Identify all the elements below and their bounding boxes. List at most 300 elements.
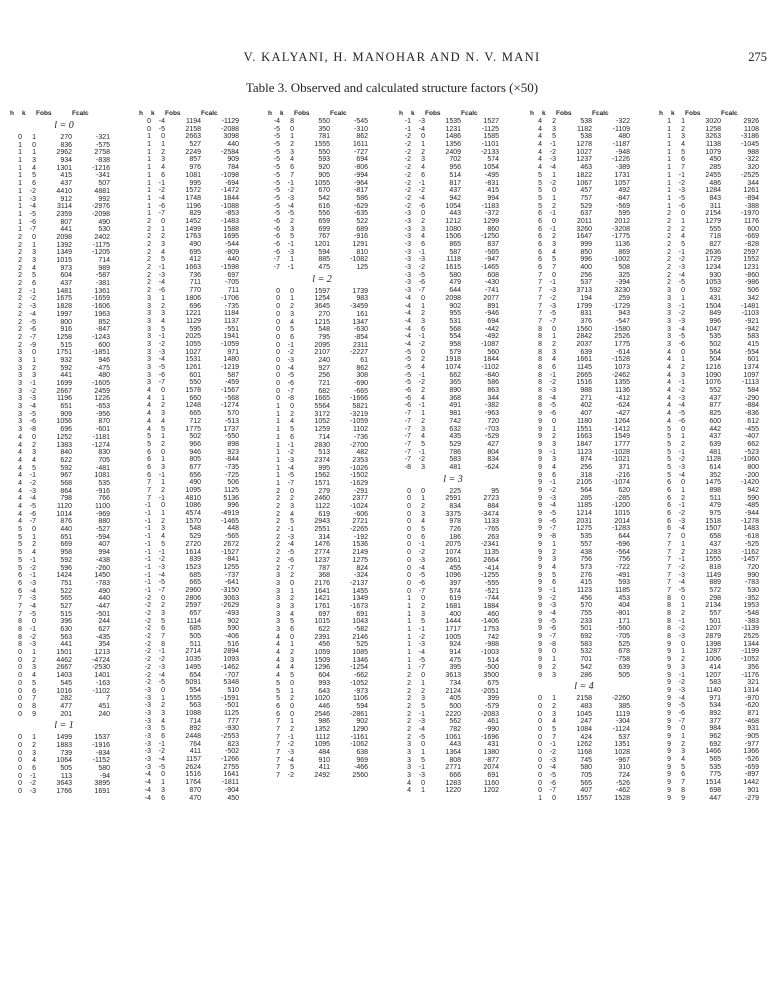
table-row <box>268 264 376 272</box>
cell-fcalc: -1205 <box>92 249 110 257</box>
cell-h: 9 <box>538 602 542 610</box>
cell-fcalc: 942 <box>747 487 759 494</box>
cell-k: -4 <box>678 694 685 702</box>
cell-fcalc: -1176 <box>741 671 759 679</box>
cell-k: 3 <box>32 664 36 672</box>
cell-fobs: 924 <box>449 641 461 649</box>
table-row <box>10 411 118 419</box>
cell-k: 1 <box>421 141 425 149</box>
cell-fcalc: 342 <box>747 294 759 302</box>
header-fcalc: Fcalc <box>592 110 609 118</box>
cell-h: 7 <box>667 533 671 541</box>
cell-fcalc: -495 <box>484 171 499 179</box>
cell-fcalc: -3208 <box>612 225 630 233</box>
cell-h: -6 <box>404 387 411 395</box>
cell-k: 2 <box>161 148 165 156</box>
cell-fobs: 662 <box>449 371 461 379</box>
table-row <box>530 664 638 672</box>
table-row <box>399 657 507 665</box>
cell-k: -2 <box>678 679 685 687</box>
cell-fobs: 501 <box>709 617 721 625</box>
cell-k: 1 <box>32 649 36 657</box>
cell-h: 9 <box>538 617 542 625</box>
table-row <box>268 241 376 249</box>
cell-h: -2 <box>404 179 411 187</box>
cell-k: -2 <box>549 487 556 494</box>
table-row <box>268 319 376 327</box>
table-row <box>10 580 118 588</box>
cell-fcalc: -838 <box>95 157 110 165</box>
cell-k: -3 <box>549 494 556 502</box>
cell-fobs: 279 <box>318 487 330 495</box>
cell-fobs: 564 <box>580 487 592 494</box>
cell-fcalc: 2311 <box>352 341 368 349</box>
cell-fobs: 1424 <box>56 572 72 580</box>
cell-h: 1 <box>18 210 22 218</box>
cell-k: -5 <box>678 194 685 202</box>
cell-k: 3 <box>421 610 425 618</box>
cell-k: 5 <box>161 325 165 333</box>
cell-fcalc: 1366 <box>743 748 759 756</box>
cell-k: 2 <box>552 702 556 710</box>
table-row <box>268 695 376 703</box>
cell-h: -3 <box>404 279 411 287</box>
table-row <box>139 272 247 280</box>
cell-k: 5 <box>552 725 556 733</box>
table-row <box>530 203 638 211</box>
cell-k: -1 <box>678 171 685 179</box>
cell-k: -2 <box>678 387 685 395</box>
cell-k: 0 <box>552 217 556 225</box>
cell-h: -3 <box>144 763 151 771</box>
cell-k: 3 <box>552 241 556 248</box>
cell-h: 2 <box>407 733 411 741</box>
cell-k: -5 <box>29 318 36 326</box>
cell-fobs: 1555 <box>314 141 330 149</box>
cell-k: 0 <box>681 348 685 356</box>
cell-fcalc: -200 <box>744 471 759 479</box>
cell-h: 1 <box>407 618 411 626</box>
cell-k: 0 <box>552 187 556 195</box>
cell-h: 0 <box>18 134 22 141</box>
cell-fobs: 1216 <box>705 364 721 371</box>
table-row <box>268 634 376 642</box>
cell-h: 6 <box>667 517 671 525</box>
cell-fobs: 1064 <box>56 757 72 765</box>
cell-h: 1 <box>667 148 671 156</box>
cell-fobs: 1615 <box>445 264 461 272</box>
cell-h: 1 <box>276 418 280 426</box>
cell-k: -2 <box>287 772 294 780</box>
cell-fcalc: -1673 <box>350 602 368 610</box>
cell-fcalc: 320 <box>747 164 759 172</box>
cell-k: -2 <box>678 310 685 318</box>
cell-fcalc: -2137 <box>350 579 368 587</box>
cell-k: -5 <box>29 210 36 218</box>
cell-fcalc: 1527 <box>483 118 499 125</box>
cell-fobs: 885 <box>318 256 330 264</box>
cell-fobs: 194 <box>580 294 592 302</box>
cell-fobs: 651 <box>60 533 72 541</box>
cell-fcalc: 448 <box>227 525 239 533</box>
cell-fcalc: -594 <box>95 533 110 541</box>
table-row <box>530 564 638 572</box>
cell-fcalc: -744 <box>484 595 499 603</box>
cell-h: 1 <box>276 472 280 480</box>
cell-k: -6 <box>158 371 165 379</box>
cell-h: 9 <box>667 748 671 756</box>
table-row <box>139 156 247 164</box>
cell-k: -3 <box>158 563 165 571</box>
cell-fobs: 5091 <box>185 679 201 687</box>
cell-fcalc: 1401 <box>94 672 110 680</box>
cell-k: 4 <box>552 356 556 364</box>
cell-fcalc: 1442 <box>743 779 759 787</box>
cell-h: 3 <box>147 364 151 371</box>
table-row <box>399 241 507 249</box>
cell-h: -1 <box>144 510 151 518</box>
table-row <box>139 349 247 357</box>
table-row <box>10 380 118 388</box>
table-row <box>268 187 376 195</box>
cell-fcalc: -381 <box>95 280 110 288</box>
cell-h: 1 <box>147 133 151 141</box>
cell-fcalc: 2012 <box>614 217 630 225</box>
cell-fobs: 592 <box>709 287 721 295</box>
cell-k: 2 <box>552 433 556 441</box>
cell-k: -2 <box>29 479 36 487</box>
table-row <box>530 518 638 526</box>
cell-fobs: 1763 <box>185 233 201 241</box>
cell-fcalc: -1465 <box>221 517 239 525</box>
cell-k: 2 <box>421 310 425 318</box>
table-row <box>659 395 767 403</box>
cell-fcalc: -192 <box>353 533 368 541</box>
cell-fcalc: -2260 <box>612 695 630 703</box>
cell-k: 0 <box>290 633 294 641</box>
cell-h: -2 <box>404 133 411 141</box>
cell-k: -2 <box>678 179 685 187</box>
cell-h: 3 <box>276 595 280 603</box>
table-row <box>10 319 118 327</box>
table-row <box>10 365 118 373</box>
header-k: k <box>542 110 546 118</box>
cell-fobs: 1748 <box>185 194 201 202</box>
cell-k: -7 <box>549 317 556 325</box>
cell-h: 8 <box>538 348 542 356</box>
cell-fcalc: 1380 <box>483 749 499 756</box>
layer-label: l = 4 <box>574 681 594 693</box>
cell-k: -5 <box>678 279 685 287</box>
cell-h: 6 <box>538 233 542 241</box>
cell-fcalc: 310 <box>618 764 630 772</box>
cell-fobs: 739 <box>60 749 72 757</box>
cell-fcalc: -554 <box>744 348 759 356</box>
cell-h: 0 <box>18 734 22 742</box>
cell-fobs: 491 <box>449 402 461 410</box>
table-row <box>268 741 376 749</box>
cell-fobs: 1275 <box>576 525 592 533</box>
running-head: V. KALYANI, H. MANOHAR AND N. V. MANI <box>243 50 541 64</box>
cell-fcalc: 506 <box>227 479 239 487</box>
cell-fcalc: 1347 <box>352 318 368 326</box>
cell-fobs: 1751 <box>56 349 72 357</box>
cell-h: 0 <box>18 772 22 780</box>
table-row <box>530 533 638 541</box>
header-fobs: Fobs <box>425 110 441 118</box>
table-row <box>659 479 767 487</box>
cell-fobs: 438 <box>580 548 592 556</box>
cell-fobs: 592 <box>60 556 72 564</box>
cell-fobs: 1516 <box>185 771 201 779</box>
cell-fcalc: 946 <box>98 356 110 364</box>
table-row <box>659 279 767 287</box>
cell-fobs: 365 <box>449 379 461 387</box>
cell-h: 9 <box>667 779 671 787</box>
cell-k: -5 <box>158 763 165 771</box>
cell-fobs: 1301 <box>56 164 72 172</box>
cell-k: -3 <box>418 718 425 726</box>
cell-h: 0 <box>18 741 22 749</box>
cell-fobs: 600 <box>709 417 721 425</box>
table-row <box>399 203 507 211</box>
cell-k: 2 <box>421 503 425 510</box>
cell-k: -1 <box>29 472 36 480</box>
cell-fcalc: 1097 <box>743 371 759 379</box>
table-row <box>10 434 118 442</box>
table-row <box>10 226 118 234</box>
table-row <box>530 387 638 395</box>
cell-k: 5 <box>161 425 165 433</box>
cell-fobs: 542 <box>318 194 330 202</box>
cell-fobs: 531 <box>449 317 461 325</box>
cell-fobs: 486 <box>709 179 721 187</box>
table-row <box>10 426 118 434</box>
cell-fobs: 619 <box>449 595 461 603</box>
cell-fobs: 435 <box>449 433 461 441</box>
cell-fobs: 1084 <box>576 725 592 733</box>
cell-k: -3 <box>287 456 294 464</box>
cell-fobs: 967 <box>60 472 72 480</box>
cell-fobs: 1194 <box>185 118 201 125</box>
cell-k: 0 <box>681 287 685 295</box>
cell-k: -4 <box>549 764 556 772</box>
cell-h: 2 <box>407 725 411 733</box>
header-k: k <box>671 110 675 118</box>
cell-h: 8 <box>18 641 22 649</box>
cell-k: -1 <box>678 302 685 310</box>
cell-k: -3 <box>418 256 425 264</box>
table-row <box>659 672 767 680</box>
cell-k: -4 <box>418 564 425 572</box>
cell-fcalc: 537 <box>618 733 630 741</box>
cell-fcalc: 3230 <box>614 287 630 295</box>
cell-k: 1 <box>290 718 294 726</box>
cell-fobs: 513 <box>318 449 330 457</box>
cell-fcalc: 1264 <box>614 417 630 425</box>
cell-fcalc: 1081 <box>94 472 110 480</box>
table-row <box>139 672 247 680</box>
cell-fcalc: 440 <box>227 256 239 264</box>
table-row <box>530 587 638 595</box>
cell-fcalc: 344 <box>487 394 499 402</box>
cell-fcalc: -1970 <box>741 210 759 218</box>
cell-k: 2 <box>290 303 294 311</box>
cell-k: -1 <box>418 402 425 410</box>
cell-fobs: 479 <box>709 502 721 510</box>
cell-h: 1 <box>407 595 411 603</box>
cell-h: 7 <box>667 579 671 587</box>
cell-fcalc: 506 <box>747 287 759 295</box>
cell-fobs: 532 <box>580 648 592 656</box>
cell-fobs: 1252 <box>56 433 72 441</box>
cell-k: -1 <box>549 586 556 594</box>
cell-fcalc: -994 <box>353 171 368 179</box>
cell-k: -5 <box>549 617 556 625</box>
cell-fcalc: 505 <box>618 671 630 679</box>
table-row <box>10 711 118 719</box>
table-row <box>399 534 507 542</box>
cell-k: -1 <box>158 548 165 556</box>
cell-fobs: 932 <box>60 356 72 364</box>
cell-h: 1 <box>18 149 22 157</box>
cell-k: 3 <box>681 663 685 671</box>
table-row <box>10 196 118 204</box>
cell-fobs: 225 <box>449 487 461 495</box>
cell-k: -6 <box>287 556 294 564</box>
cell-h: 1 <box>407 610 411 618</box>
cell-h: 9 <box>538 548 542 556</box>
table-row <box>268 503 376 511</box>
cell-k: 1 <box>552 194 556 202</box>
cell-k: 0 <box>421 487 425 495</box>
cell-fobs: 1096 <box>445 572 461 580</box>
table-row <box>399 149 507 157</box>
cell-k: 3 <box>290 602 294 610</box>
cell-fcalc: -501 <box>95 610 110 618</box>
cell-h: 7 <box>667 548 671 556</box>
cell-fobs: 1185 <box>576 502 592 510</box>
cell-k: 1 <box>552 695 556 703</box>
cell-fobs: 657 <box>189 610 201 617</box>
cell-fobs: 2460 <box>314 495 330 503</box>
table-row <box>659 572 767 580</box>
cell-fobs: 622 <box>60 456 72 464</box>
cell-k: -4 <box>29 495 36 503</box>
cell-h: 4 <box>147 417 151 425</box>
cell-fcalc: -216 <box>615 471 630 479</box>
cell-h: 4 <box>407 787 411 795</box>
cell-h: -7 <box>404 440 411 448</box>
cell-k: -1 <box>418 626 425 633</box>
cell-h: 1 <box>667 118 671 125</box>
cell-fobs: 1261 <box>185 364 201 371</box>
cell-k: -3 <box>678 264 685 272</box>
table-row <box>268 172 376 180</box>
cell-fcalc: -736 <box>353 433 368 441</box>
table-row <box>268 149 376 157</box>
cell-fcalc: 4881 <box>94 187 110 195</box>
table-row <box>139 464 247 472</box>
cell-fobs: 580 <box>449 271 461 279</box>
cell-k: 6 <box>161 794 165 802</box>
cell-h: -4 <box>144 794 151 802</box>
cell-h: 0 <box>276 364 280 372</box>
cell-fcalc: -551 <box>224 325 239 333</box>
cell-k: 4 <box>552 463 556 471</box>
cell-k: 5 <box>290 672 294 680</box>
cell-h: 3 <box>276 602 280 610</box>
table-row <box>139 264 247 272</box>
cell-h: 2 <box>276 541 280 549</box>
table-row <box>268 180 376 188</box>
cell-fcalc: 263 <box>487 533 499 541</box>
cell-fobs: 1145 <box>576 364 592 371</box>
table-row <box>659 418 767 426</box>
table-row <box>268 541 376 549</box>
cell-k: 3 <box>421 463 425 471</box>
cell-fobs: 1514 <box>705 779 721 787</box>
cell-fobs: 764 <box>189 740 201 748</box>
cell-h: -3 <box>404 287 411 295</box>
cell-fcalc: 321 <box>747 679 759 687</box>
cell-fcalc: 525 <box>618 640 630 648</box>
cell-k: 6 <box>290 333 294 341</box>
table-row <box>268 480 376 488</box>
cell-h: -2 <box>144 633 151 641</box>
cell-fobs: 527 <box>60 602 72 610</box>
cell-k: 0 <box>681 210 685 218</box>
cell-h: 3 <box>147 379 151 387</box>
cell-fobs: 2011 <box>576 217 592 225</box>
cell-h: 2 <box>18 280 22 288</box>
cell-fcalc: 638 <box>356 749 368 756</box>
cell-fobs: 443 <box>449 210 461 218</box>
table-row <box>659 725 767 733</box>
cell-h: 1 <box>407 641 411 649</box>
cell-fcalc: 1537 <box>94 734 110 742</box>
table-row <box>268 641 376 649</box>
cell-fobs: 1061 <box>445 733 461 741</box>
cell-h: -4 <box>404 325 411 333</box>
cell-fcalc: -1851 <box>92 349 110 357</box>
table-row <box>399 511 507 519</box>
cell-h: 5 <box>538 171 542 179</box>
cell-h: 2 <box>18 318 22 326</box>
cell-fobs: 827 <box>709 241 721 248</box>
cell-fobs: 1237 <box>314 556 330 564</box>
table-row <box>530 479 638 487</box>
cell-k: 6 <box>552 579 556 587</box>
cell-fcalc: 608 <box>487 271 499 279</box>
cell-k: -2 <box>29 295 36 303</box>
cell-fcalc: 1641 <box>223 771 239 779</box>
cell-k: -5 <box>287 549 294 557</box>
cell-k: -1 <box>158 333 165 341</box>
table-row <box>530 472 638 480</box>
cell-fobs: 442 <box>709 425 721 433</box>
cell-k: 3 <box>552 348 556 356</box>
cell-fobs: 705 <box>580 772 592 780</box>
cell-h: 7 <box>667 556 671 564</box>
cell-k: -1 <box>549 479 556 487</box>
cell-fcalc: -1124 <box>612 725 630 733</box>
cell-fobs: 554 <box>449 333 461 341</box>
cell-h: 6 <box>538 241 542 248</box>
cell-k: 4 <box>32 456 36 464</box>
table-row <box>530 595 638 603</box>
cell-k: 2 <box>32 656 36 664</box>
